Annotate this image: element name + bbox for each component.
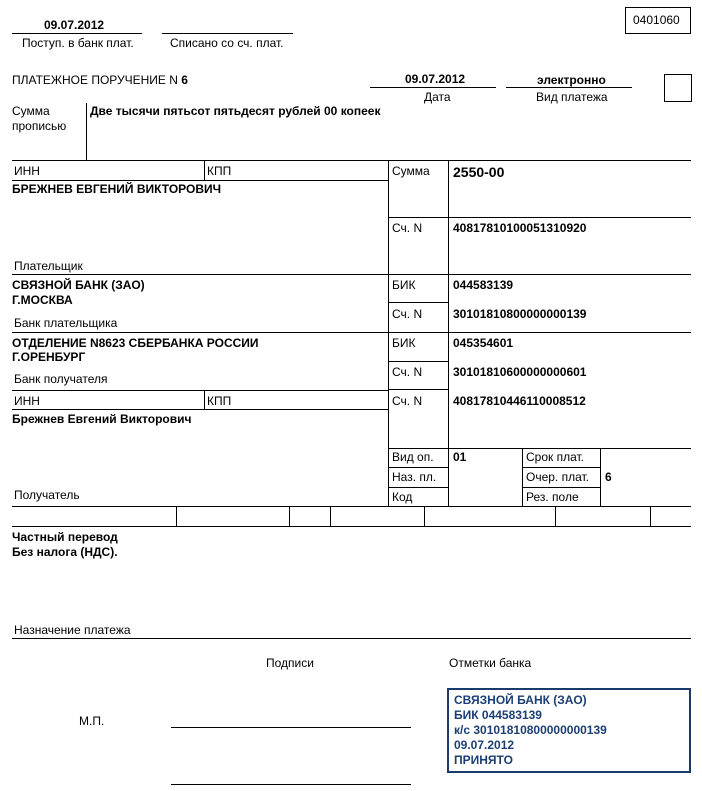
payee-bank-account-label: Сч. N [392, 365, 423, 379]
payer-bank-account: 30101810800000000139 [453, 307, 587, 321]
priority-label: Очер. плат. [526, 470, 590, 484]
grid-line [176, 506, 177, 526]
payee-account-label: Сч. N [392, 394, 423, 408]
grid-line [12, 160, 691, 161]
grid-line [522, 448, 523, 506]
payer-bank-name-2: Г.МОСКВА [12, 293, 73, 307]
payee-account: 40817810446110008512 [453, 394, 586, 408]
grid-line [12, 638, 691, 639]
bank-stamp [447, 688, 691, 773]
signature-line-2 [171, 784, 411, 785]
payer-bank-name-1: СВЯЗНОЙ БАНК (ЗАО) [12, 278, 145, 292]
payer-inn-label: ИНН [14, 164, 40, 178]
order-date-underline [370, 87, 496, 88]
payee-bank-bik-label: БИК [392, 336, 416, 350]
signature-line-1 [171, 727, 411, 728]
grid-line [12, 180, 388, 181]
priority-value: 6 [605, 470, 612, 484]
debited-label: Списано со сч. плат. [170, 36, 284, 50]
op-type: 01 [453, 450, 467, 464]
grid-line [388, 302, 448, 303]
grid-line [650, 506, 651, 526]
stamp-line-3: к/с 30101810800000000139 [454, 723, 607, 737]
grid-line [12, 390, 388, 391]
grid-line [448, 160, 449, 448]
purpose-label: Назначение платежа [14, 623, 131, 637]
grid-line [388, 448, 691, 449]
payer-sum: 2550-00 [453, 164, 505, 180]
payee-bank-account: 30101810600000000601 [453, 365, 587, 379]
grid-line [388, 361, 448, 362]
grid-line [388, 160, 389, 506]
order-date-label: Дата [424, 90, 451, 104]
grid-line [12, 506, 691, 507]
purpose-line-2: Без налога (НДС). [12, 545, 118, 559]
payer-kpp-label: КПП [207, 164, 232, 178]
payer-account-label: Сч. N [392, 221, 423, 235]
grid-line [600, 448, 601, 506]
purpose-line-1: Частный перевод [12, 530, 118, 544]
stamp-line-1: СВЯЗНОЙ БАНК (ЗАО) [454, 693, 587, 707]
debited-underline [162, 33, 293, 34]
payment-type: электронно [537, 73, 606, 87]
amount-words-label-2: прописью [12, 119, 67, 133]
seal-label: М.П. [79, 714, 105, 728]
payer-sum-label: Сумма [392, 164, 430, 178]
payee-bank-name-1: ОТДЕЛЕНИЕ N8623 СБЕРБАНКА РОССИИ [12, 336, 259, 350]
payer-bank-bik-label: БИК [392, 278, 416, 292]
stamp-line-5: ПРИНЯТО [454, 753, 513, 767]
payer-bank-role-label: Банк плательщика [14, 316, 118, 330]
term-label: Срок плат. [526, 450, 585, 464]
stamp-line-4: 09.07.2012 [454, 738, 515, 752]
grid-line [555, 506, 556, 526]
grid-line [388, 389, 448, 390]
form-code: 0401060 [633, 13, 680, 27]
grid-line [388, 467, 448, 468]
grid-line [12, 274, 691, 275]
grid-line [522, 487, 600, 488]
payee-bank-role-label: Банк получателя [14, 372, 108, 386]
order-title [12, 73, 188, 87]
grid-line [522, 467, 600, 468]
order-number: 6 [181, 73, 188, 87]
payee-name: Брежнев Евгений Викторович [12, 412, 192, 426]
op-type-label: Вид оп. [392, 450, 434, 464]
amount-words-value: Две тысячи пятьсот пятьдесят рублей 00 копеек [90, 104, 381, 118]
payee-kpp-label: КПП [207, 394, 232, 408]
payment-type-label: Вид платежа [536, 90, 608, 104]
payer-bank-bik: 044583139 [453, 278, 514, 292]
payment-type-underline [506, 87, 632, 88]
payer-name: БРЕЖНЕВ ЕВГЕНИЙ ВИКТОРОВИЧ [12, 182, 222, 196]
grid-line [12, 409, 388, 410]
code-label: Код [392, 490, 413, 504]
stamp-line-2: БИК 044583139 [454, 708, 542, 722]
grid-line [448, 448, 449, 506]
bank-marks-label: Отметки банка [449, 656, 532, 670]
payee-bank-bik: 045354601 [453, 336, 514, 350]
grid-line [12, 526, 691, 527]
grid-line [289, 506, 290, 526]
amount-words-label-1: Сумма [12, 104, 50, 118]
pay-purpose-label: Наз. пл. [392, 470, 437, 484]
payer-account: 40817810100051310920 [453, 221, 587, 235]
bank-received-date: 09.07.2012 [44, 18, 105, 32]
grid-line [12, 332, 691, 333]
order-title-text: ПЛАТЕЖНОЕ ПОРУЧЕНИЕ N [12, 73, 178, 87]
signatures-label: Подписи [266, 656, 314, 670]
grid-line [424, 506, 425, 526]
grid-line [204, 390, 205, 409]
bank-received-underline [12, 33, 142, 34]
payee-bank-name-2: Г.ОРЕНБУРГ [12, 350, 86, 364]
payer-bank-account-label: Сч. N [392, 307, 423, 321]
grid-line [330, 506, 331, 526]
payee-role-label: Получатель [14, 488, 80, 502]
grid-line [388, 217, 691, 218]
amount-words-divider [86, 103, 87, 160]
grid-line [388, 487, 448, 488]
bank-received-label: Поступ. в банк плат. [22, 36, 134, 50]
payer-role-label: Плательщик [14, 259, 83, 273]
order-date: 09.07.2012 [405, 72, 466, 86]
reserve-label: Рез. поле [526, 490, 579, 504]
payee-inn-label: ИНН [14, 394, 40, 408]
grid-line [204, 160, 205, 180]
status-box [664, 74, 692, 102]
